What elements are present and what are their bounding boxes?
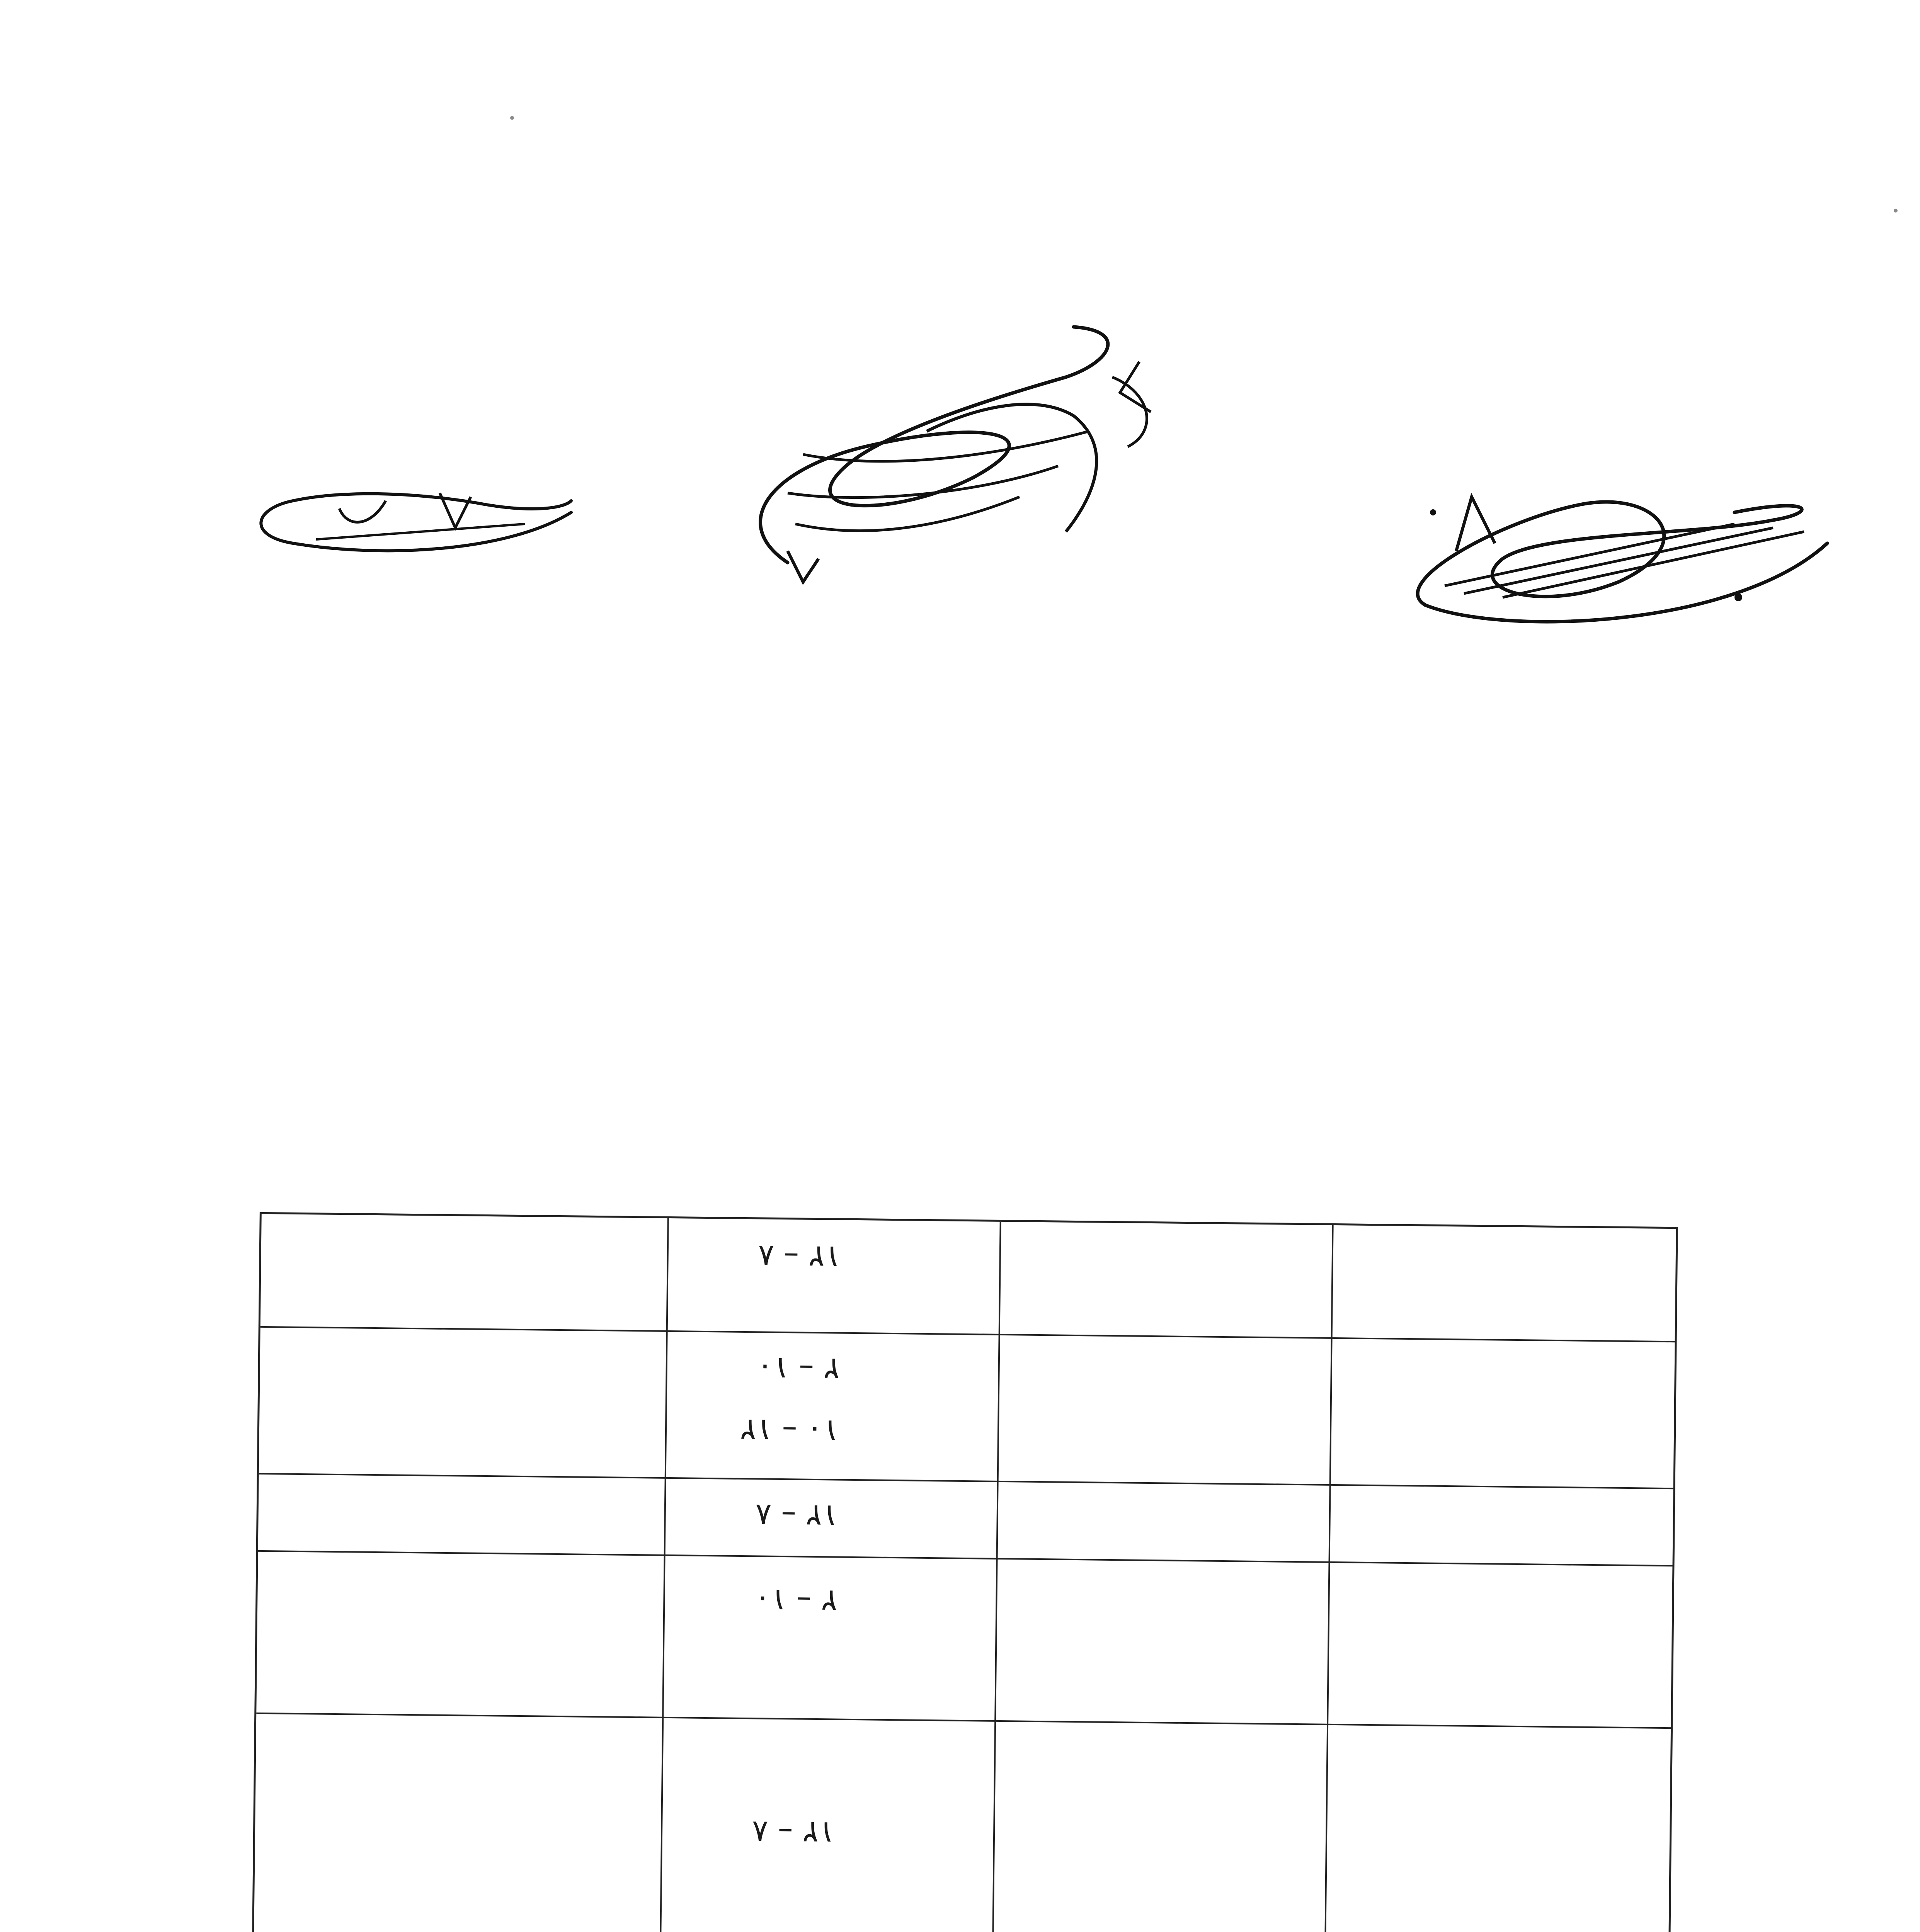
time-cell: ١٠ – ٢ <box>756 1350 840 1386</box>
time-cell: ٨ – ١٢ <box>755 1497 839 1533</box>
time-cell: ١٢ – ١٠ <box>740 1412 839 1448</box>
table-row <box>260 1214 1676 1341</box>
time-cell: ٨ – ١٢ <box>757 1238 841 1274</box>
signature-scribble <box>730 315 1174 594</box>
table-row <box>254 1713 1671 1932</box>
table-row <box>259 1326 1675 1488</box>
signature-scribble <box>231 466 587 574</box>
table-row <box>258 1473 1673 1565</box>
table-row <box>256 1550 1672 1727</box>
schedule-table <box>249 1212 1678 1932</box>
time-cell: ١٠ – ٢ <box>754 1582 837 1618</box>
signature-scribble <box>1387 420 1850 659</box>
time-cell: ٨ – ١٢ <box>752 1814 835 1850</box>
